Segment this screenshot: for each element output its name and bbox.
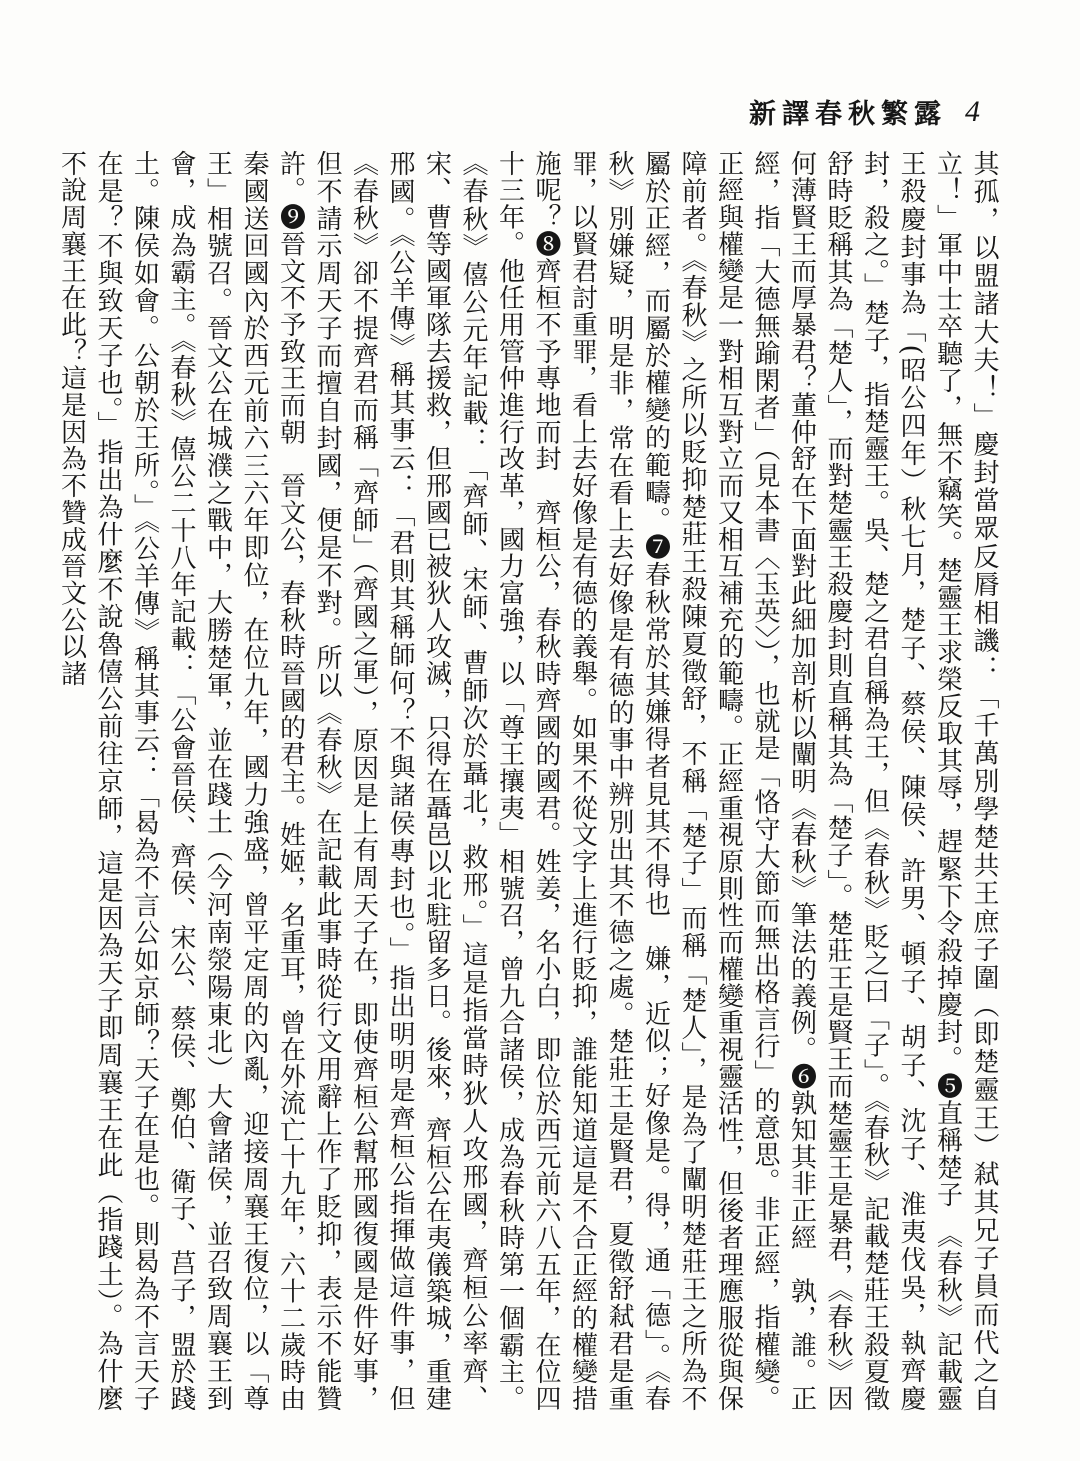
book-title: 新譯春秋繁露 [749,99,947,130]
annotation-paragraph: 其孤，以盟諸大夫！」慶封當眾反脣相譏：「千萬別學楚共王庶子圍（即楚靈王）弒其兄子員而代之自立！」軍中士卒聽了，無不竊笑。楚靈王求榮反取其辱，趕緊下令殺掉慶封。❺直稱楚子 《春秋》記載靈王殺慶封事為「(昭公四年）秋七月，楚子、蔡侯、陳侯、許男、頓子、胡子、沈子、淮夷伐吳，執齊慶封，殺之。」楚子，指楚靈王。吳、楚之君自稱為王，但《春秋》貶之曰「子」。《春秋》記載楚莊王殺夏徵舒時貶稱其為「楚人」，而對楚靈王殺慶封則直稱其為「楚子」。楚莊王是賢王而楚靈王是暴君，《春秋》因何薄賢王而厚暴君？董仲舒在下面對此細加剖析以闡明《春秋》筆法的義例。❻孰知其非正經 孰，誰。正經，指「大德無踰閑者」（見本書〈玉英〉），也就是「恪守大節而無出格言行」的意思。非正經，指權變。正經與權變是一對相互對立而又相互補充的範疇。正經重視原則性而權變重視靈活性，但後者理應服從與保障前者。《春秋》之所以貶抑楚莊王殺陳夏徵舒，不稱「楚子」而稱「楚人」，是為了闡明楚莊王之所為不屬於正經，而屬於權變的範疇。❼春秋常於其嫌得者見其不得也 嫌，近似；好像是。得，通「德」。《春秋》別嫌疑，明是非，常在看上去好像是有德的事中辨別出其不德之處。楚莊王是賢君，夏徵舒弒君是重罪，以賢君討重罪，看上去好像是有德的義舉。如果不從文字上進行貶抑，誰能知道這是不合正經的權變措施呢？❽齊桓不予專地而封 齊桓公，春秋時齊國的國君。姓姜，名小白，即位於西元前六八五年，在位四十三年。他任用管仲進行改革，國力富強，以「尊王攘夷」相號召，曾九合諸侯，成為春秋時第一個霸主。《春秋》僖公元年記載：「齊師、宋師、曹師次於聶北，救邢。」這是指當時狄人攻邢國，齊桓公率齊、宋、曹等國軍隊去援救，但邢國已被狄人攻滅，只得在聶邑以北駐留多日。後來，齊桓公在夷儀築城，重建邢國。《公羊傳》稱其事云：「君則其稱師何？不與諸侯專封也。」指出明明是齊桓公指揮做這件事，但《春秋》卻不提齊君而稱「齊師」（齊國之軍），原因是上有周天子在，即使齊桓公幫邢國復國是件好事，但不請示周天子而擅自封國，便是不對。所以《春秋》在記載此事時從行文用辭上作了貶抑，表示不能贊許。❾晉文不予致王而朝 晉文公，春秋時晉國的君主。姓姬，名重耳，曾在外流亡十九年，六十二歲時由秦國送回國內於西元前六三六年即位，在位九年，國力強盛，曾平定周的內亂，迎接周襄王復位，以「尊王」相號召。晉文公在城濮之戰中，大勝楚軍，並在踐土（今河南滎陽東北）大會諸侯，並召致周襄王到會，成為霸主。《春秋》僖公二十八年記載：「公會晉侯、齊侯、宋公、蔡侯、鄭伯、衛子、莒子，盟於踐土。陳侯如會。公朝於王所。」《公羊傳》稱其事云：「曷為不言公如京師？天子在是也。則曷為不言天子在是？不與致天子也。」指出為什麼不說魯僖公前往京師，這是因為天子即周襄王在此（指踐土）。為什麼不說周襄王在此？這是因為不贊成晉文公以諸 [56,150,999,1412]
running-head [749,92,980,131]
page-number: 4 [965,94,980,128]
annotation-body [56,150,1002,1412]
